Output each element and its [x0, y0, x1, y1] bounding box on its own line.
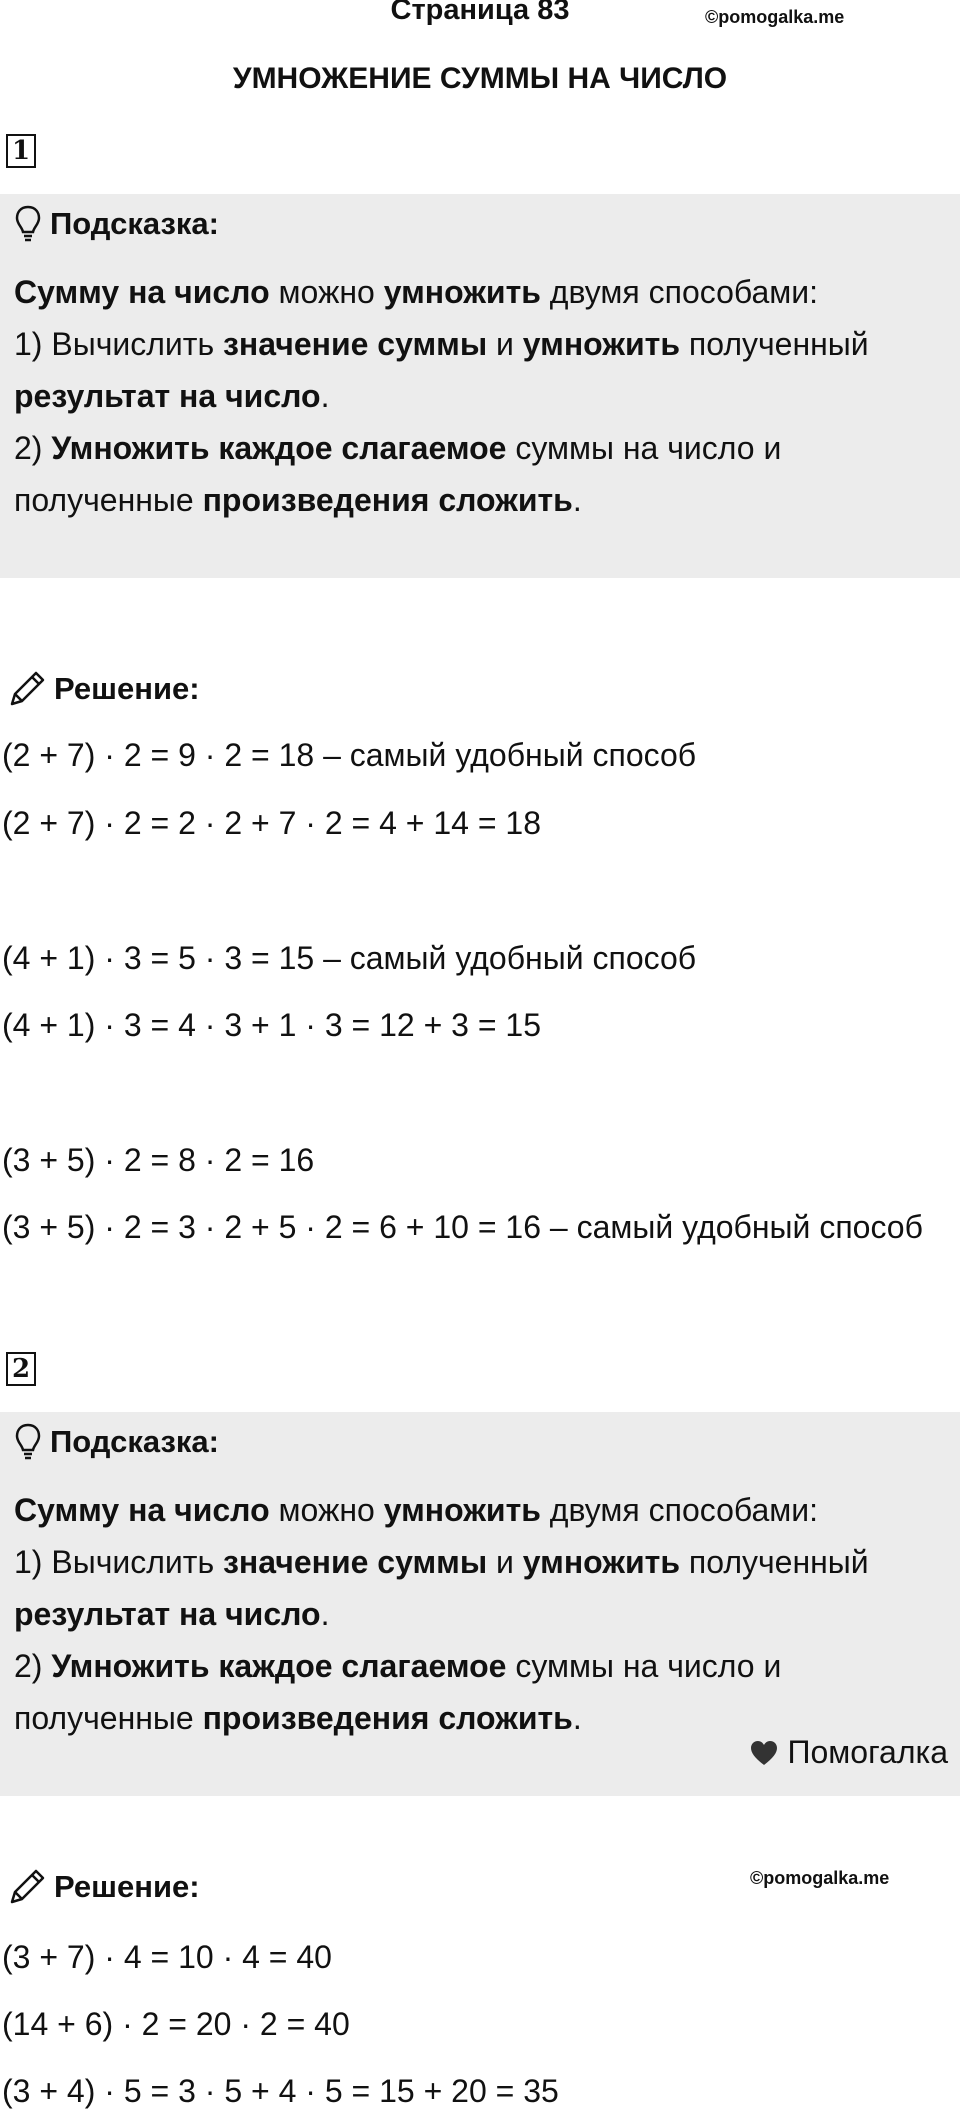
pencil-icon	[6, 1866, 48, 1908]
hint-box	[0, 1412, 960, 1796]
solution-line: (2 + 7) · 2 = 9 · 2 = 18 – самый удобный способ	[2, 737, 697, 773]
lightbulb-icon	[14, 1422, 42, 1462]
brand-label: Помогалка	[749, 1734, 948, 1771]
solution-line: (2 + 7) · 2 = 2 · 2 + 7 · 2 = 4 + 14 = 18	[2, 805, 541, 841]
solution-line: (4 + 1) · 3 = 5 · 3 = 15 – самый удобный способ	[2, 940, 697, 976]
hint-text: Сумму на число можно умножить двумя способами: 1) Вычислить значение суммы и умножить полученный результат на число. 2) Умножить каждое слагаемое суммы на число и полученные произведения сложить.	[14, 1492, 869, 1736]
solution-line: (3 + 7) · 4 = 10 · 4 = 40	[2, 1939, 332, 1975]
solution-line: (14 + 6) · 2 = 20 · 2 = 40	[2, 2006, 350, 2042]
solution-line: (3 + 4) · 5 = 3 · 5 + 4 · 5 = 15 + 20 = 35	[2, 2073, 559, 2109]
solution-title: Решение:	[6, 1866, 200, 1908]
hint-box	[0, 194, 960, 578]
watermark: ©pomogalka.me	[750, 1868, 890, 1888]
task-number: 1	[6, 134, 36, 168]
solution-line: (3 + 5) · 2 = 8 · 2 = 16	[2, 1142, 315, 1178]
solution-title: Решение:	[6, 668, 200, 710]
watermark: ©pomogalka.me	[705, 7, 845, 27]
task-number: 2	[6, 1352, 36, 1386]
page-title: Страница 83	[390, 0, 570, 26]
solution-line: (3 + 5) · 2 = 3 · 2 + 5 · 2 = 6 + 10 = 16 – самый удобный способ	[2, 1209, 923, 1245]
lightbulb-icon	[14, 204, 42, 244]
solution-line: (4 + 1) · 3 = 4 · 3 + 1 · 3 = 12 + 3 = 15	[2, 1007, 541, 1043]
section-heading: УМНОЖЕНИЕ СУММЫ НА ЧИСЛО	[232, 62, 728, 95]
hint-title: Подсказка:	[14, 204, 219, 244]
heart-icon	[749, 1739, 779, 1767]
hint-title: Подсказка:	[14, 1422, 219, 1462]
hint-text: Сумму на число можно умножить двумя способами: 1) Вычислить значение суммы и умножить полученный результат на число. 2) Умножить каждое слагаемое суммы на число и полученные произведения сложить.	[14, 274, 869, 518]
pencil-icon	[6, 668, 48, 710]
